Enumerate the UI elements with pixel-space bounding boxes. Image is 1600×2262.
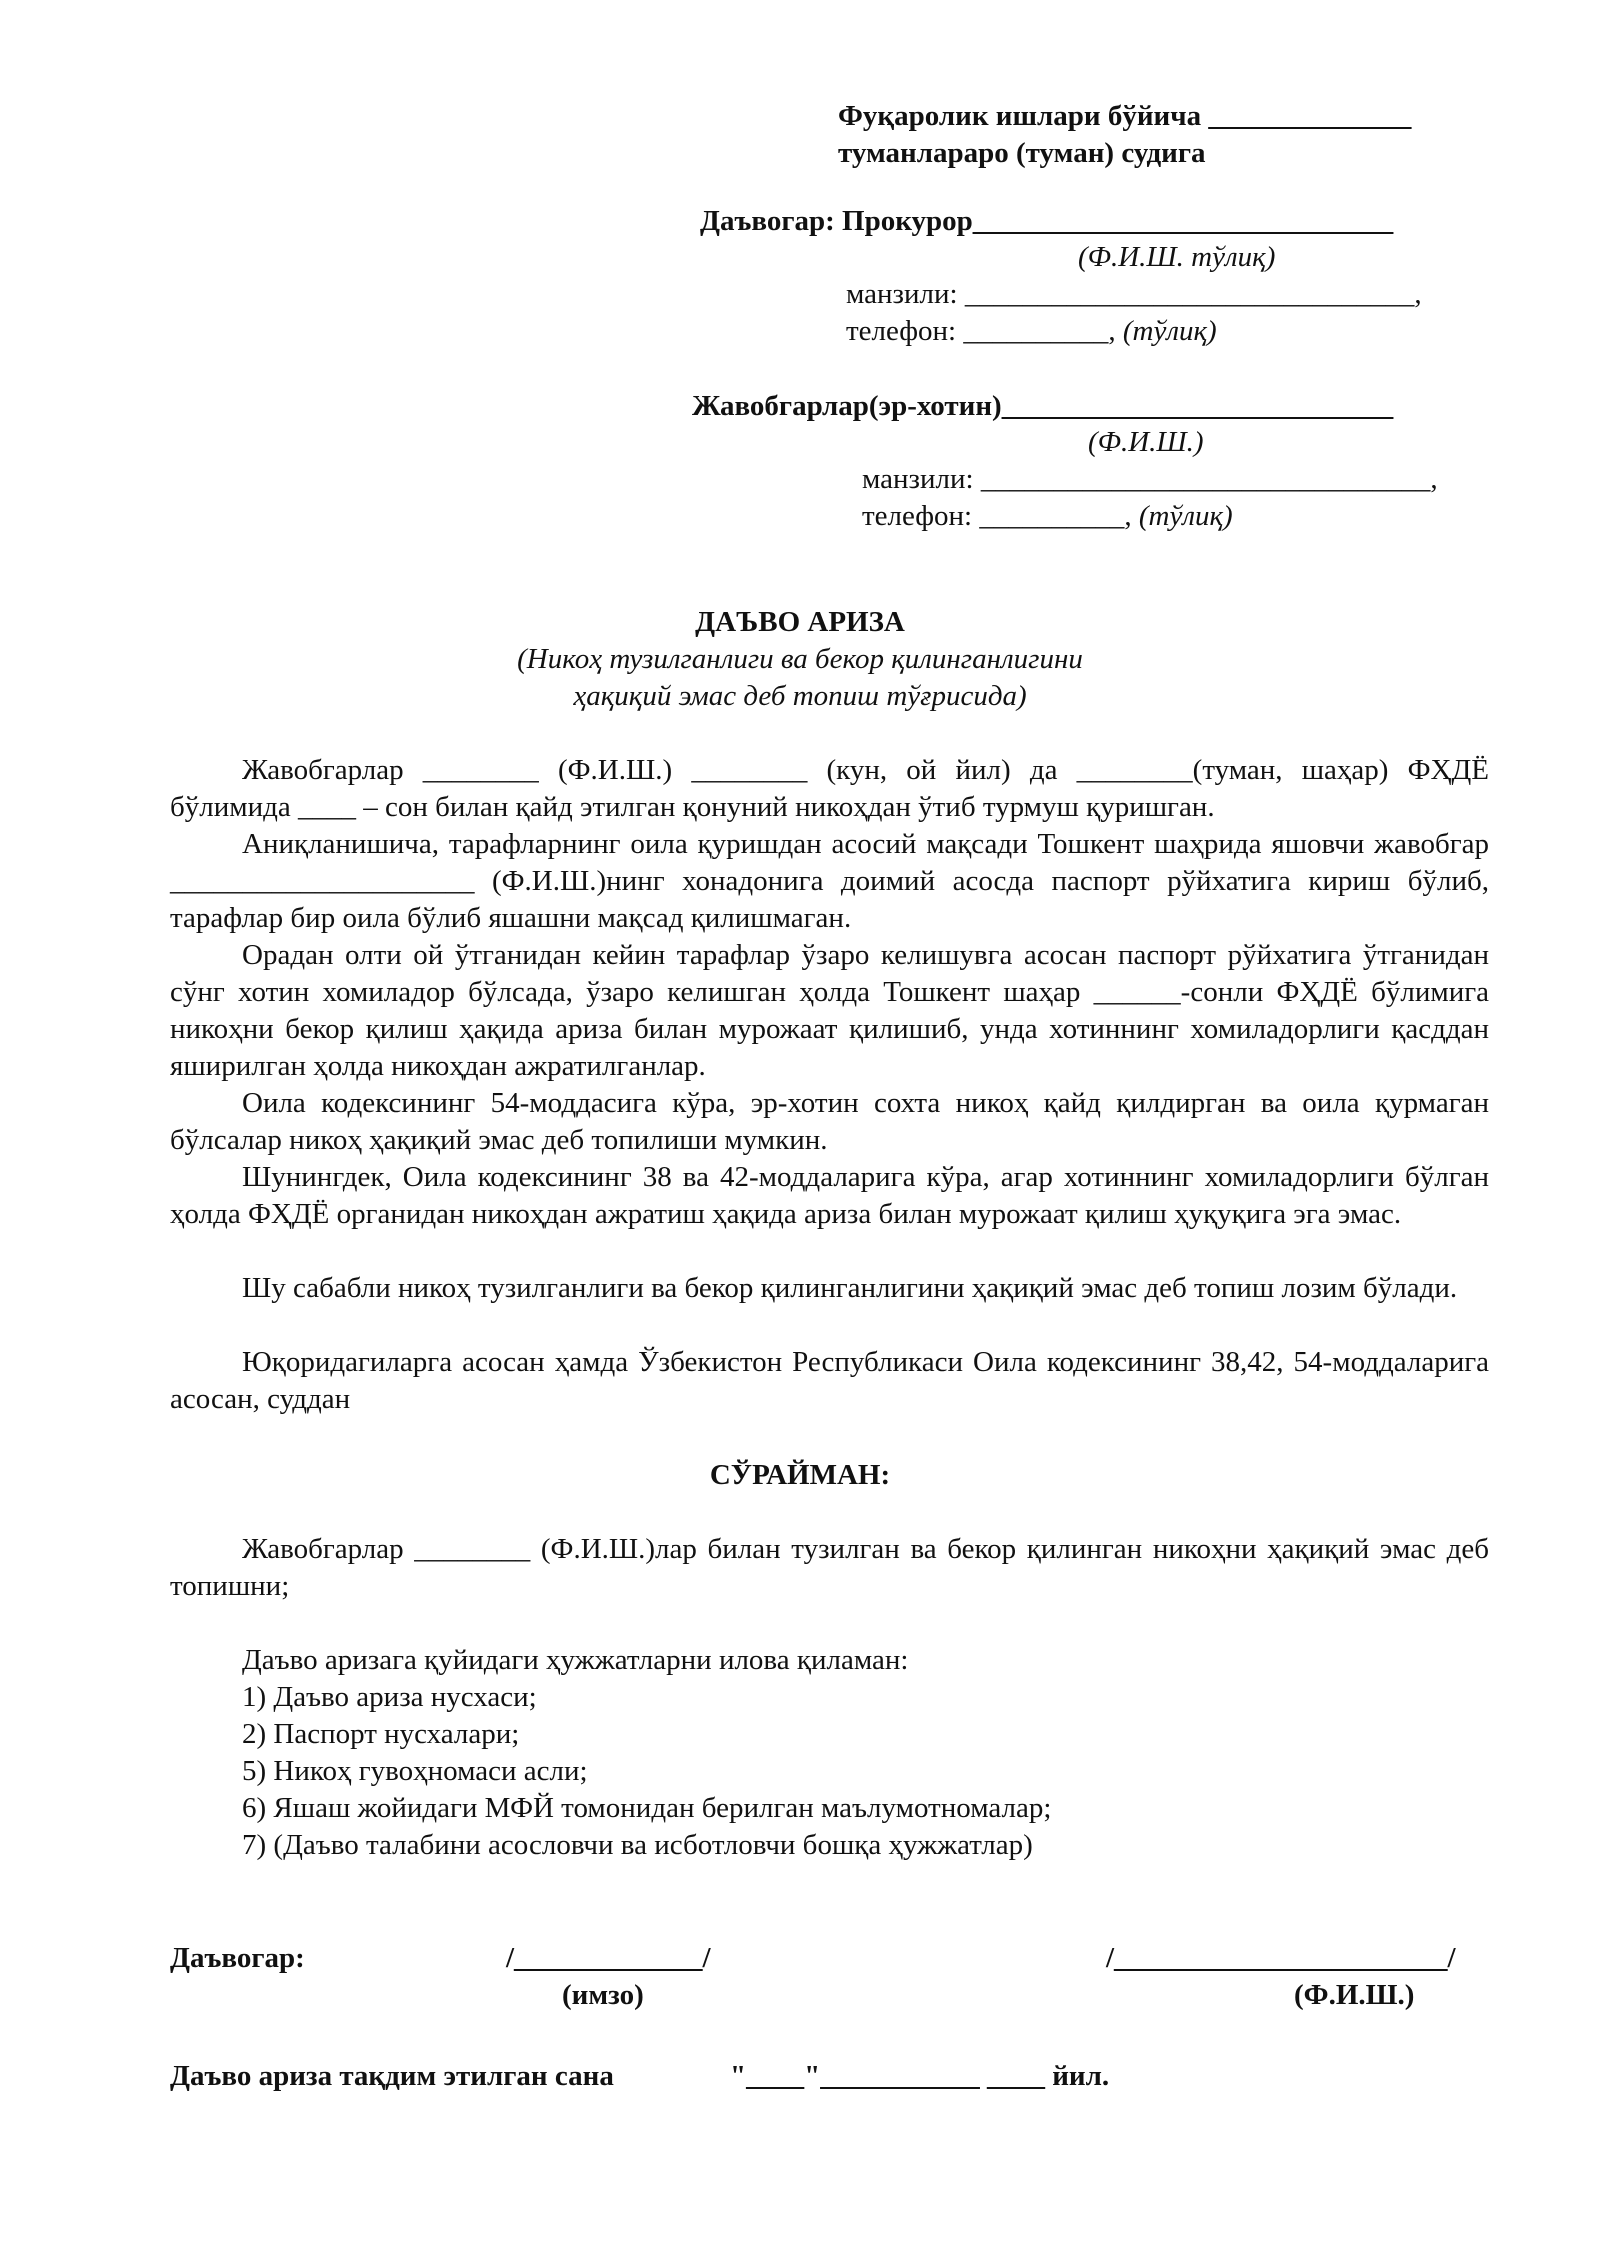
- document-subtitle-line-2: ҳақиқий эмас деб топиш тўғрисида): [573, 680, 1027, 712]
- document-title: ДАЪВО АРИЗА: [695, 606, 905, 638]
- attachment-item: 5) Никоҳ гувоҳномаси асли;: [242, 1755, 588, 1787]
- plaintiff-phone-hint: (тўлиқ): [1122, 315, 1217, 347]
- attachment-item: 7) (Даъво талабини асословчи ва исботловчи бошқа ҳужжатлар): [242, 1829, 1033, 1861]
- body-paragraph-2: Аниқланишича, тарафларнинг оила қуришдан асосий мақсади Тошкент шаҳрида яшовчи жавобгар _____________________ (Ф.И.Ш.)нинг хонадонига доимий асосда паспорт рўйхатига кириш бўлиб, тарафлар бир оила бўлиб яшашни мақсад қилишмаган.: [170, 828, 1489, 934]
- body-paragraph-7: Юқоридагиларга асосан ҳамда Ўзбекистон Республикаси Оила кодексининг 38,42, 54-моддаларига асосан, суддан: [170, 1346, 1489, 1415]
- plaintiff-label: Даъвогар: Прокурор_____________________________: [700, 205, 1394, 237]
- document-subtitle-line-1: (Никоҳ тузилганлиги ва бекор қилинганлигини: [517, 643, 1083, 675]
- submission-date-value: "____"___________ ____ йил.: [730, 2060, 1110, 2092]
- body-paragraph-3: Орадан олти ой ўтганидан кейин тарафлар ўзаро келишувга асосан паспорт рўйхатига ўтганидан сўнг хотин хомиладор бўлсада, ўзаро келишган ҳолда Тошкент шаҳар ______-сонли ФҲДЁ бўлимига никоҳни бекор қилиш ҳақида ариза билан мурожаат қилишиб, унда хотиннинг хомиладорлиги қасддан яширилган ҳолда никоҳдан ажратилганлар.: [170, 939, 1489, 1082]
- defendants-fio-hint: (Ф.И.Ш.): [1088, 426, 1204, 458]
- attachments-intro: Даъво аризага қуйидаги ҳужжатларни илова қиламан:: [242, 1644, 909, 1676]
- attachment-item: 1) Даъво ариза нусхаси;: [242, 1681, 537, 1713]
- defendants-label: Жавобгарлар(эр-хотин)___________________________: [692, 390, 1394, 422]
- attachment-item: 2) Паспорт нусхалари;: [242, 1718, 520, 1750]
- body-paragraph-6: Шу сабабли никоҳ тузилганлиги ва бекор қилинганлигини ҳақиқий эмас деб топиш лозим бўлади.: [242, 1272, 1458, 1304]
- fio-hint: (Ф.И.Ш.): [1294, 1979, 1415, 2011]
- signature-line: /_____________/: [506, 1942, 711, 1974]
- signature-hint: (имзо): [562, 1979, 644, 2011]
- plaintiff-fio-hint: (Ф.И.Ш. тўлиқ): [1078, 241, 1276, 273]
- plaintiff-phone-prefix: телефон: __________,: [846, 315, 1123, 347]
- submission-date-label: Даъво ариза тақдим этилган сана: [170, 2060, 614, 2092]
- body-paragraph-5: Шунингдек, Оила кодексининг 38 ва 42-моддаларига кўра, агар хотиннинг хомиладорлиги бўлган ҳолда ФҲДЁ органидан никоҳдан ажратиш ҳақида ариза билан мурожаат қилиш ҳуқуқига эга эмас.: [170, 1161, 1489, 1230]
- court-line-2: туманлараро (туман) судига: [838, 137, 1206, 169]
- signature-label: Даъвогар:: [170, 1942, 305, 1974]
- body-paragraph-4: Оила кодексининг 54-моддасига кўра, эр-хотин сохта никоҳ қайд қилдирган ва оила қурмаган бўлсалар никоҳ ҳақиқий эмас деб топилиши мумкин.: [170, 1087, 1489, 1156]
- body-paragraph-1: Жавобгарлар ________ (Ф.И.Ш.) ________ (кун, ой йил) да ________(туман, шаҳар) ФҲДЁ бўлимида ____ – сон билан қайд этилган қонуний никоҳдан ўтиб турмуш қуришган.: [170, 754, 1489, 823]
- defendants-phone-hint: (тўлиқ): [1138, 500, 1233, 532]
- defendants-phone: [862, 498, 1233, 535]
- request-text: Жавобгарлар ________ (Ф.И.Ш.)лар билан тузилган ва бекор қилинган никоҳни ҳақиқий эмас деб топишни;: [170, 1533, 1489, 1602]
- attachment-item: 6) Яшаш жойидаги МФЙ томонидан берилган маълумотномалар;: [242, 1792, 1052, 1824]
- request-heading: СЎРАЙМАН:: [709, 1459, 891, 1491]
- defendants-phone-prefix: телефон: __________,: [862, 500, 1139, 532]
- plaintiff-address: манзили: _______________________________,: [846, 278, 1422, 310]
- fio-line: /_______________________/: [1106, 1942, 1456, 1974]
- court-line-1: Фуқаролик ишлари бўйича ______________: [838, 100, 1412, 132]
- plaintiff-phone: [846, 313, 1217, 350]
- defendants-address: манзили: _______________________________,: [862, 463, 1438, 495]
